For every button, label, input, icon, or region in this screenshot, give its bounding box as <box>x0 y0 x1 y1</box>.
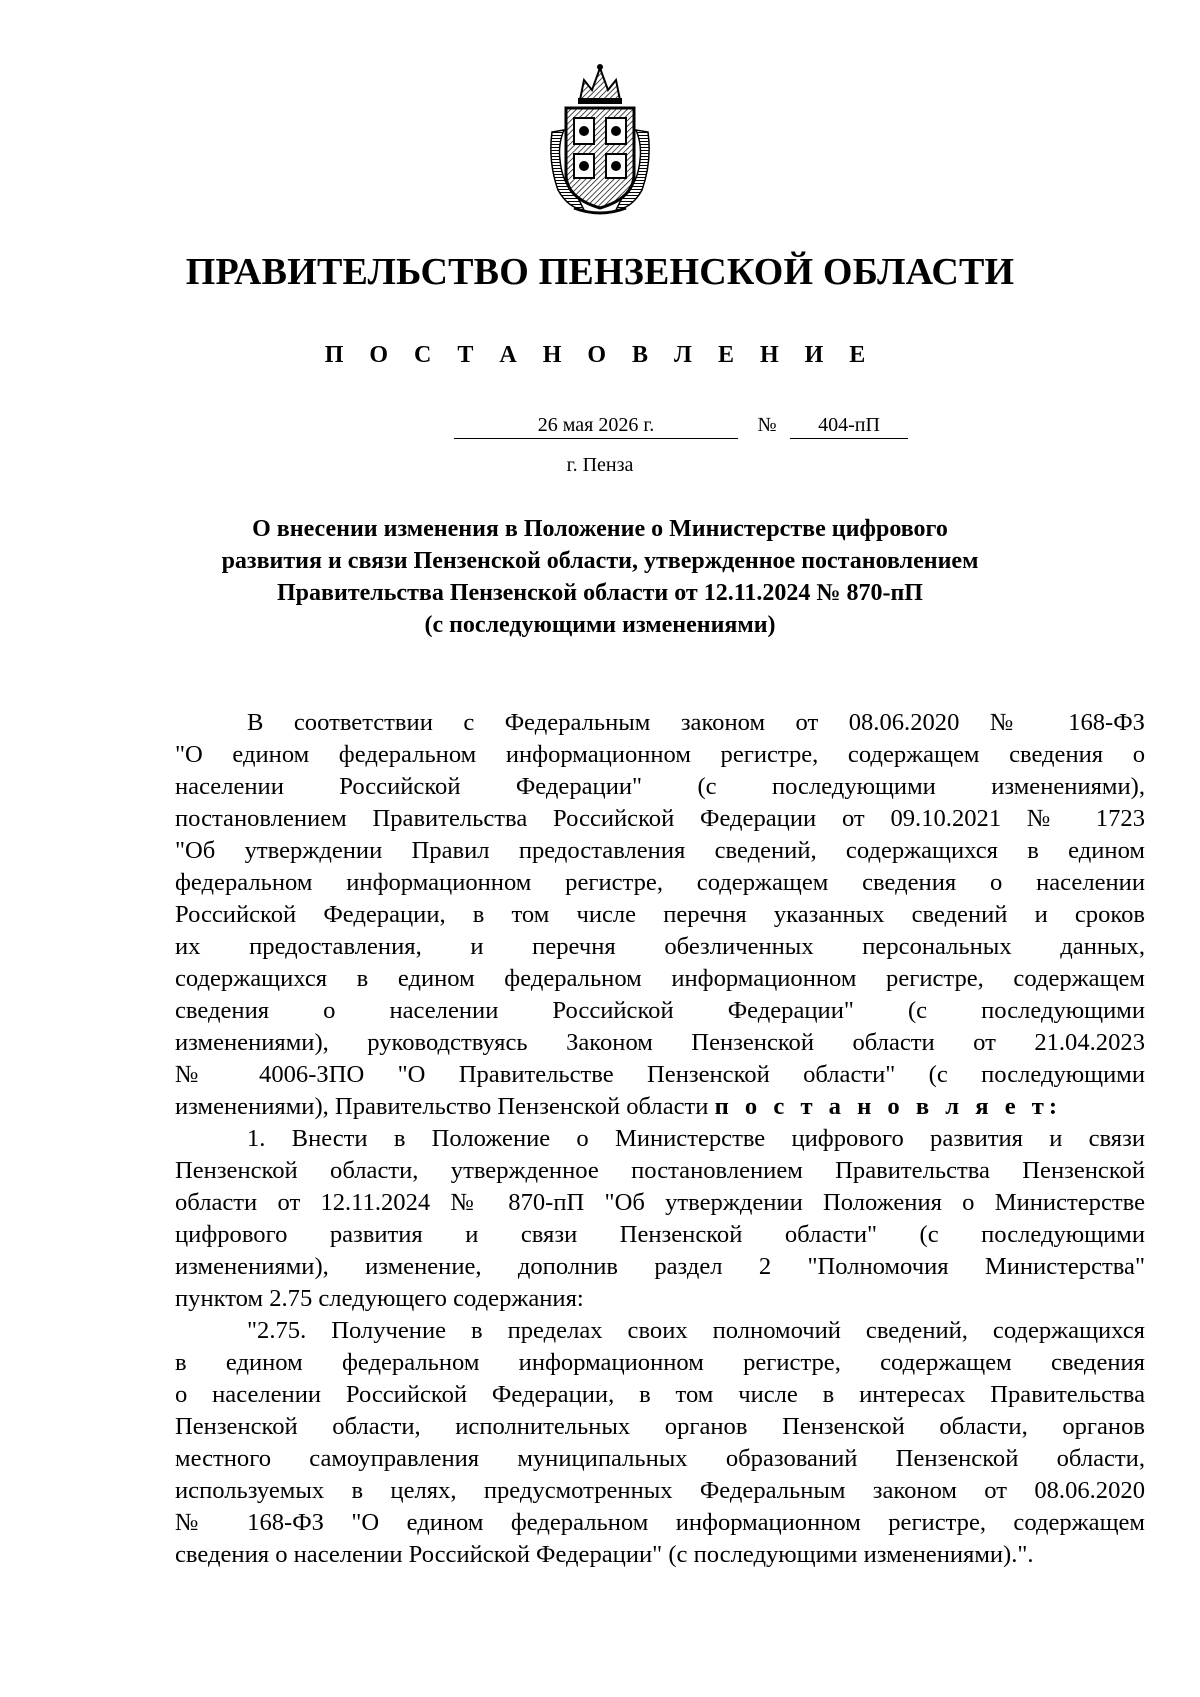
preamble-line: постановлением Правительства Российской Федерации от 09.10.2021 № 1723 <box>175 805 1145 832</box>
document-type-heading: П О С Т А Н О В Л Е Н И Е <box>324 342 876 368</box>
item275-line: сведения о населении Российской Федерации" (с последующими изменениями).". <box>175 1541 1034 1568</box>
preamble-line: В соответствии с Федеральным законом от 08.06.2020 № 168-ФЗ <box>247 709 1145 736</box>
item275-line: о населении Российской Федерации, в том числе в интересах Правительства <box>175 1381 1145 1408</box>
subject-line: Правительства Пензенской области от 12.11.2024 № 870-пП <box>277 580 923 606</box>
document-number: 404-пП <box>790 412 908 439</box>
penza-coat-of-arms-icon <box>544 62 656 216</box>
subject-line: (с последующими изменениями) <box>424 612 776 638</box>
item1-line: Пензенской области, утвержденное постановлением Правительства Пензенской <box>175 1157 1145 1184</box>
preamble-line: № 4006-ЗПО "О Правительстве Пензенской области" (с последующими <box>175 1061 1145 1088</box>
preamble-line: сведения о населении Российской Федерации" (с последующими <box>175 997 1145 1024</box>
preamble-line: изменениями), руководствуясь Законом Пензенской области от 21.04.2023 <box>175 1029 1145 1056</box>
item1-line: пунктом 2.75 следующего содержания: <box>175 1285 584 1312</box>
preamble-line: содержащихся в едином федеральном информационном регистре, содержащем <box>175 965 1145 992</box>
preamble-line: федеральном информационном регистре, содержащем сведения о населении <box>175 869 1145 896</box>
item275-line: местного самоуправления муниципальных образований Пензенской области, <box>175 1445 1145 1472</box>
item275-line: "2.75. Получение в пределах своих полномочий сведений, содержащихся <box>247 1317 1145 1344</box>
document-date: 26 мая 2026 г. <box>454 412 738 439</box>
preamble-line: их предоставления, и перечня обезличенных персональных данных, <box>175 933 1145 960</box>
item1-line: изменениями), изменение, дополнив раздел 2 "Полномочия Министерства" <box>175 1253 1145 1280</box>
item1-line: области от 12.11.2024 № 870-пП "Об утверждении Положения о Министерстве <box>175 1189 1145 1216</box>
preamble-line: Российской Федерации, в том числе перечня указанных сведений и сроков <box>175 901 1145 928</box>
item275-line: в едином федеральном информационном регистре, содержащем сведения <box>175 1349 1145 1376</box>
decree-word: п о с т а н о в л я е т: <box>714 1093 1063 1120</box>
subject-line: развития и связи Пензенской области, утвержденное постановлением <box>221 548 979 574</box>
item275-line: № 168-ФЗ "О едином федеральном информационном регистре, содержащем <box>175 1509 1145 1536</box>
preamble-line: "Об утверждении Правил предоставления сведений, содержащихся в едином <box>175 837 1145 864</box>
document-subject-title <box>150 513 1050 641</box>
preamble-line-prefix: изменениями), Правительство Пензенской области <box>175 1093 709 1120</box>
preamble-last-line <box>175 1091 1145 1123</box>
item1-line: цифрового развития и связи Пензенской области" (с последующими <box>175 1221 1145 1248</box>
document-city: г. Пенза <box>566 454 634 476</box>
government-name-heading: ПРАВИТЕЛЬСТВО ПЕНЗЕНСКОЙ ОБЛАСТИ <box>185 251 1015 293</box>
item275-line: Пензенской области, исполнительных органов Пензенской области, органов <box>175 1413 1145 1440</box>
subject-line: О внесении изменения в Положение о Министерстве цифрового <box>252 516 948 542</box>
preamble-line: "О едином федеральном информационном регистре, содержащем сведения о <box>175 741 1145 768</box>
document-body <box>175 707 1145 1571</box>
item1-line: 1. Внести в Положение о Министерстве цифрового развития и связи <box>247 1125 1145 1152</box>
item275-line: используемых в целях, предусмотренных Федеральным законом от 08.06.2020 <box>175 1477 1145 1504</box>
preamble-line: населении Российской Федерации" (с последующими изменениями), <box>175 773 1145 800</box>
number-sign: № <box>757 414 777 436</box>
